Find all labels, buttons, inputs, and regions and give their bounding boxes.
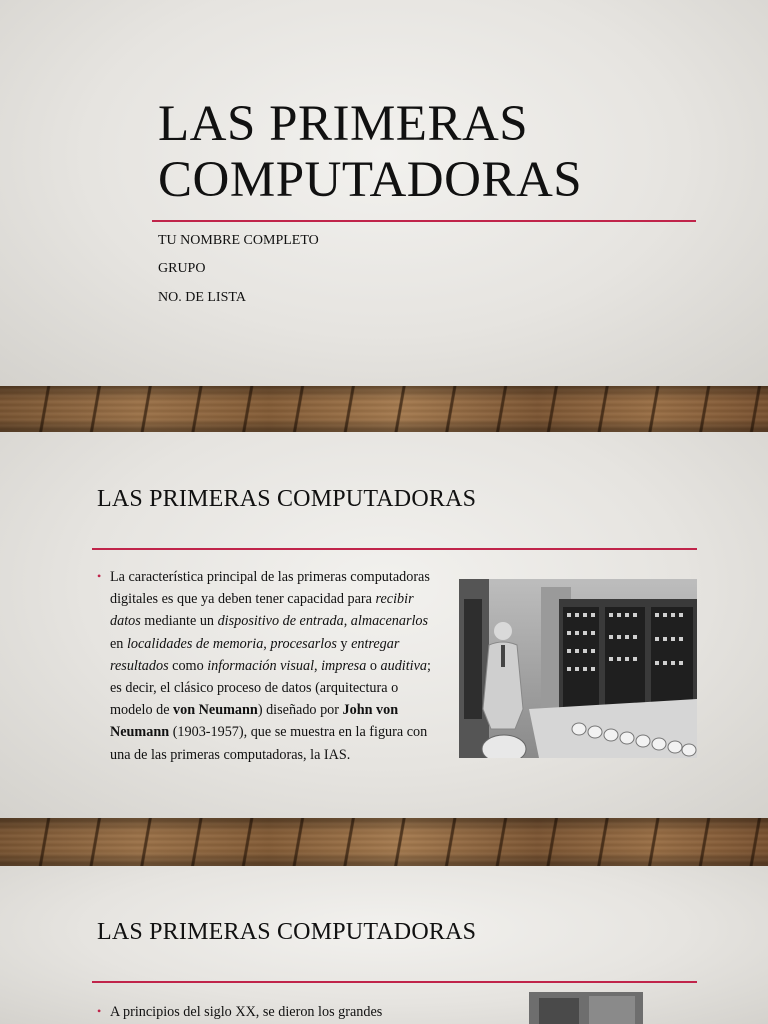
- ias-computer-image: [459, 579, 697, 758]
- slide-heading: LAS PRIMERAS COMPUTADORAS: [97, 486, 477, 512]
- title-slide: [0, 0, 768, 386]
- text-run: mediante un: [140, 613, 218, 630]
- italic-run: almacenarlos: [350, 613, 429, 630]
- text-run: como: [168, 657, 208, 674]
- text-run: y: [336, 635, 352, 652]
- text-run: ; es decir, el clásico proceso de datos (arquitectura o modelo de: [110, 657, 431, 719]
- bullet-paragraph: [110, 566, 443, 766]
- subtitle-group: GRUPO: [158, 261, 206, 276]
- subtitle-list-number: NO. DE LISTA: [158, 290, 246, 305]
- wood-floor-divider: [0, 818, 768, 866]
- text-run: ,: [263, 635, 271, 652]
- italic-run: auditiva: [380, 657, 427, 674]
- italic-run: procesarlos: [270, 635, 337, 652]
- italic-run: dispositivo de entrada: [217, 613, 344, 630]
- bullet-marker: •: [97, 1004, 102, 1018]
- text-run: ) diseñado por: [257, 702, 343, 719]
- historic-computer-photo: [529, 992, 643, 1024]
- content-slide-1: [0, 432, 768, 818]
- accent-rule: [92, 981, 697, 983]
- wood-floor-divider: [0, 386, 768, 432]
- title-line-2: COMPUTADORAS: [158, 152, 583, 208]
- italic-run: localidades de memoria: [126, 635, 264, 652]
- text-run: en: [110, 635, 127, 652]
- italic-run: entregar resultados: [110, 635, 400, 674]
- accent-rule: [152, 220, 696, 222]
- historic-photo-image: [529, 992, 643, 1024]
- bold-run: John von Neumann: [110, 702, 399, 741]
- text-run: o: [366, 657, 381, 674]
- text-run: ,: [343, 613, 351, 630]
- subtitle-name: TU NOMBRE COMPLETO: [158, 233, 319, 248]
- text-run: (1903-1957), que se muestra en la figura con una de las primeras computadoras, la IAS.: [110, 724, 428, 763]
- title-line-1: LAS PRIMERAS: [158, 96, 529, 152]
- bullet-paragraph: A principios del siglo XX, se dieron los grandes: [110, 1004, 383, 1020]
- italic-run: recibir datos: [110, 591, 414, 630]
- von-neumann-ias-photo: [459, 579, 697, 758]
- bullet-marker: •: [97, 569, 102, 583]
- accent-rule: [92, 548, 697, 550]
- text-run: La característica principal de las primeras computadoras digitales es que ya deben tener capacidad para: [110, 569, 430, 608]
- text-run: ,: [314, 657, 322, 674]
- slide-heading: LAS PRIMERAS COMPUTADORAS: [97, 919, 477, 945]
- italic-run: información visual: [207, 657, 315, 674]
- content-slide-2: [0, 866, 768, 1024]
- slide-title: [158, 96, 718, 208]
- italic-run: impresa: [321, 657, 367, 674]
- bold-run: von Neumann: [173, 702, 258, 719]
